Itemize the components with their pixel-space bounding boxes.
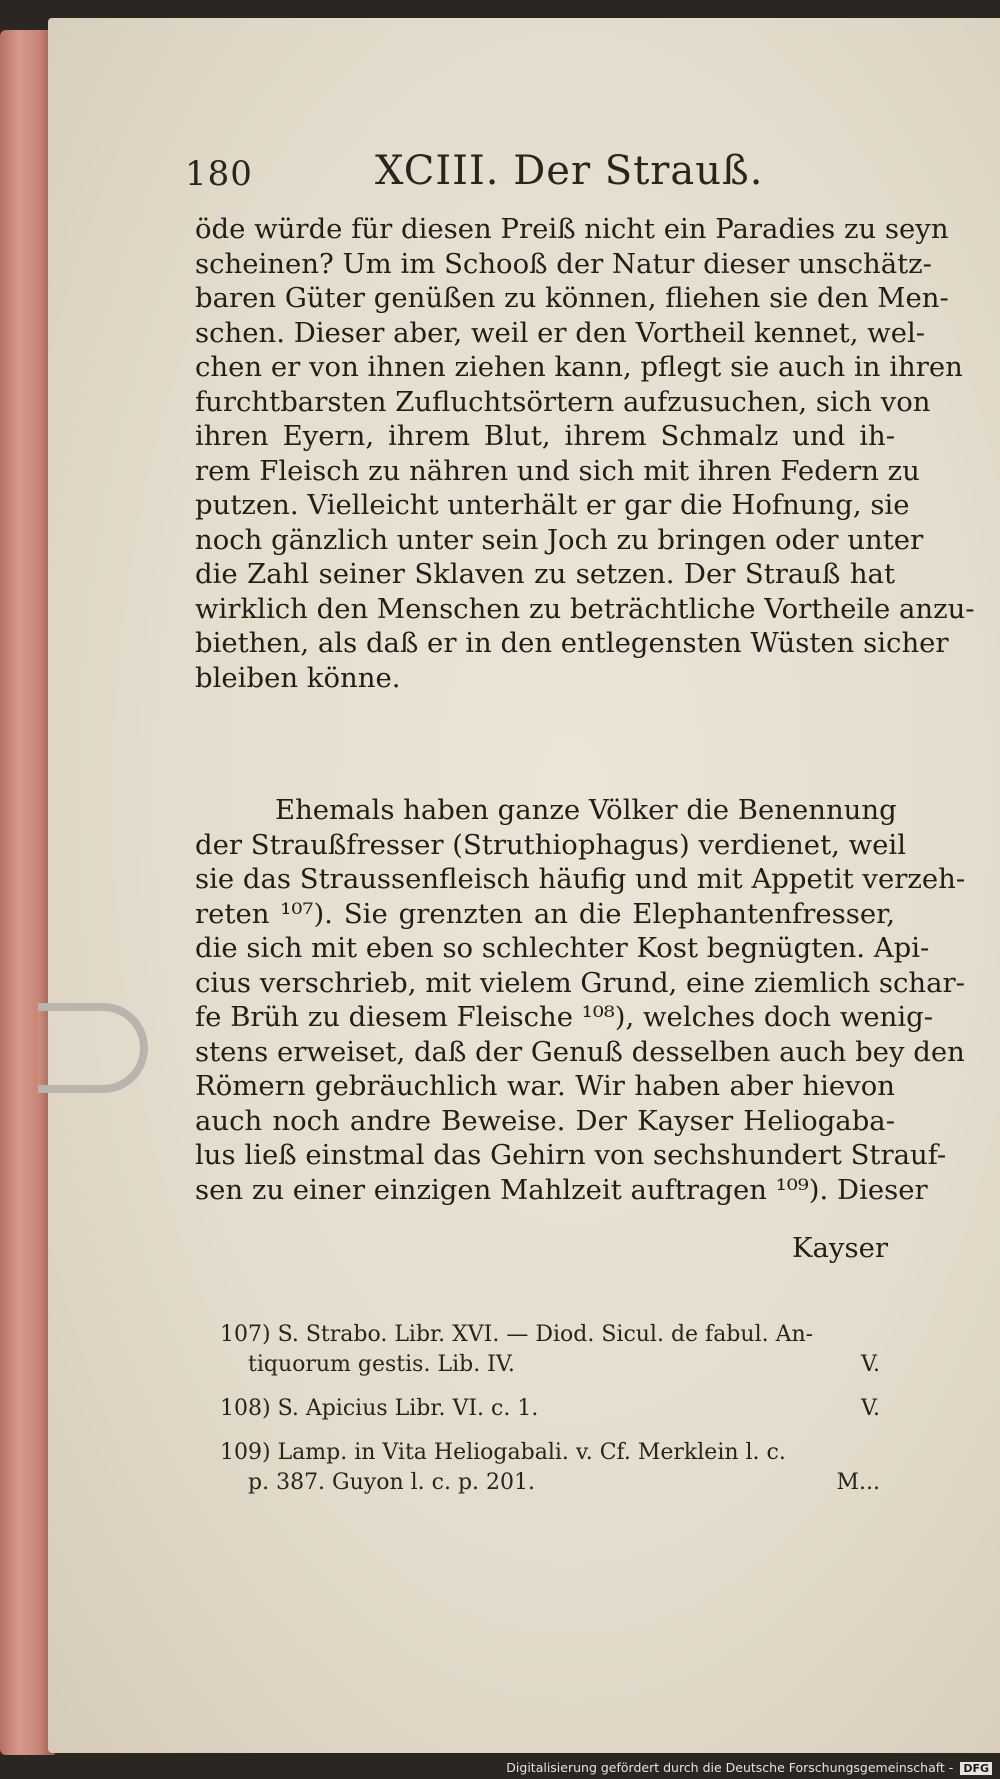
footnote-signature: V. — [860, 1352, 880, 1377]
running-title: XCIII. Der Strauß. — [375, 148, 764, 194]
text-line: die sich mit eben so schlechter Kost begnügten. Api- — [195, 932, 930, 964]
digitization-note: Digitalisierung gefördert durch die Deutsche Forschungsgemeinschaft - — [506, 1760, 954, 1775]
text-line: wirklich den Menschen zu beträchtliche Vortheile anzu- — [195, 592, 975, 625]
text-line: putzen. Vielleicht unterhält er gar die Hofnung, sie — [195, 489, 910, 521]
footnotes — [220, 1320, 880, 1512]
text-line: scheinen? Um im Schooß der Natur dieser unschätz- — [195, 247, 932, 280]
page-edge — [0, 30, 55, 1755]
footnote-107 — [220, 1320, 880, 1380]
text-line: die Zahl seiner Sklaven zu setzen. Der Strauß hat — [195, 558, 895, 590]
catchword: Kayser — [791, 1232, 888, 1264]
text-line: öde würde für diesen Preiß nicht ein Paradies zu seyn — [195, 213, 949, 245]
text-line: sen zu einer einzigen Mahlzeit auftragen ¹⁰⁹). Dieser — [195, 1173, 928, 1206]
text-line: stens erweiset, daß der Genuß desselben auch bey den — [195, 1035, 965, 1068]
footnote-signature: V. — [860, 1396, 880, 1421]
footnote-signature: M... — [836, 1470, 880, 1495]
page-number: 180 — [185, 154, 253, 194]
text-line: noch gänzlich unter sein Joch zu bringen oder unter — [195, 523, 924, 556]
text-line: sie das Straussenfleisch häufig und mit Appetit verzeh- — [195, 863, 966, 895]
footnote-line: 107) S. Strabo. Libr. XVI. — Diod. Sicul. de fabul. An- — [220, 1322, 814, 1347]
text-line: reten ¹⁰⁷). Sie grenzten an die Elephantenfresser, — [195, 897, 895, 930]
text-line: Römern gebräuchlich war. Wir haben aber hievon — [195, 1070, 895, 1102]
footnote-108 — [220, 1394, 880, 1424]
paragraph-1 — [195, 212, 975, 695]
page-header — [185, 148, 885, 198]
text-line: furchtbarsten Zufluchtsörtern aufzusuchen, sich von — [195, 385, 931, 418]
text-line: bleiben könne. — [195, 661, 401, 694]
footnote-line: 108) S. Apicius Libr. VI. c. 1. — [220, 1396, 539, 1421]
footnote-line: p. 387. Guyon l. c. p. 201. — [248, 1470, 536, 1495]
footnote-line: 109) Lamp. in Vita Heliogabali. v. Cf. Merklein l. c. — [220, 1440, 786, 1465]
dfg-logo: DFG — [960, 1762, 992, 1775]
text-line: Ehemals haben ganze Völker die Benennung — [275, 794, 897, 826]
text-line: auch noch andre Beweise. Der Kayser Heliogaba- — [195, 1104, 895, 1137]
text-line: baren Güter genüßen zu können, fliehen sie den Men- — [195, 282, 949, 314]
text-line: ihren Eyern, ihrem Blut, ihrem Schmalz und ih- — [195, 420, 895, 452]
text-line: lus ließ einstmal das Gehirn von sechshundert Strauf- — [195, 1139, 947, 1171]
text-line: fe Brüh zu diesem Fleische ¹⁰⁸), welches doch wenig- — [195, 1001, 934, 1033]
text-line: chen er von ihnen ziehen kann, pflegt sie auch in ihren — [195, 351, 963, 383]
text-line: rem Fleisch zu nähren und sich mit ihren Federn zu — [195, 454, 920, 487]
text-line: der Straußfresser (Struthiophagus) verdienet, weil — [195, 828, 907, 861]
page-clip — [38, 1003, 148, 1093]
text-line: cius verschrieb, mit vielem Grund, eine ziemlich schar- — [195, 966, 965, 999]
text-line: schen. Dieser aber, weil er den Vortheil kennet, wel- — [195, 316, 926, 349]
footnote-109 — [220, 1438, 880, 1498]
digitization-credit — [506, 1760, 992, 1775]
footnote-line: tiquorum gestis. Lib. IV. — [248, 1352, 515, 1377]
paragraph-2 — [195, 793, 966, 1207]
text-line: biethen, als daß er in den entlegensten Wüsten sicher — [195, 627, 949, 659]
